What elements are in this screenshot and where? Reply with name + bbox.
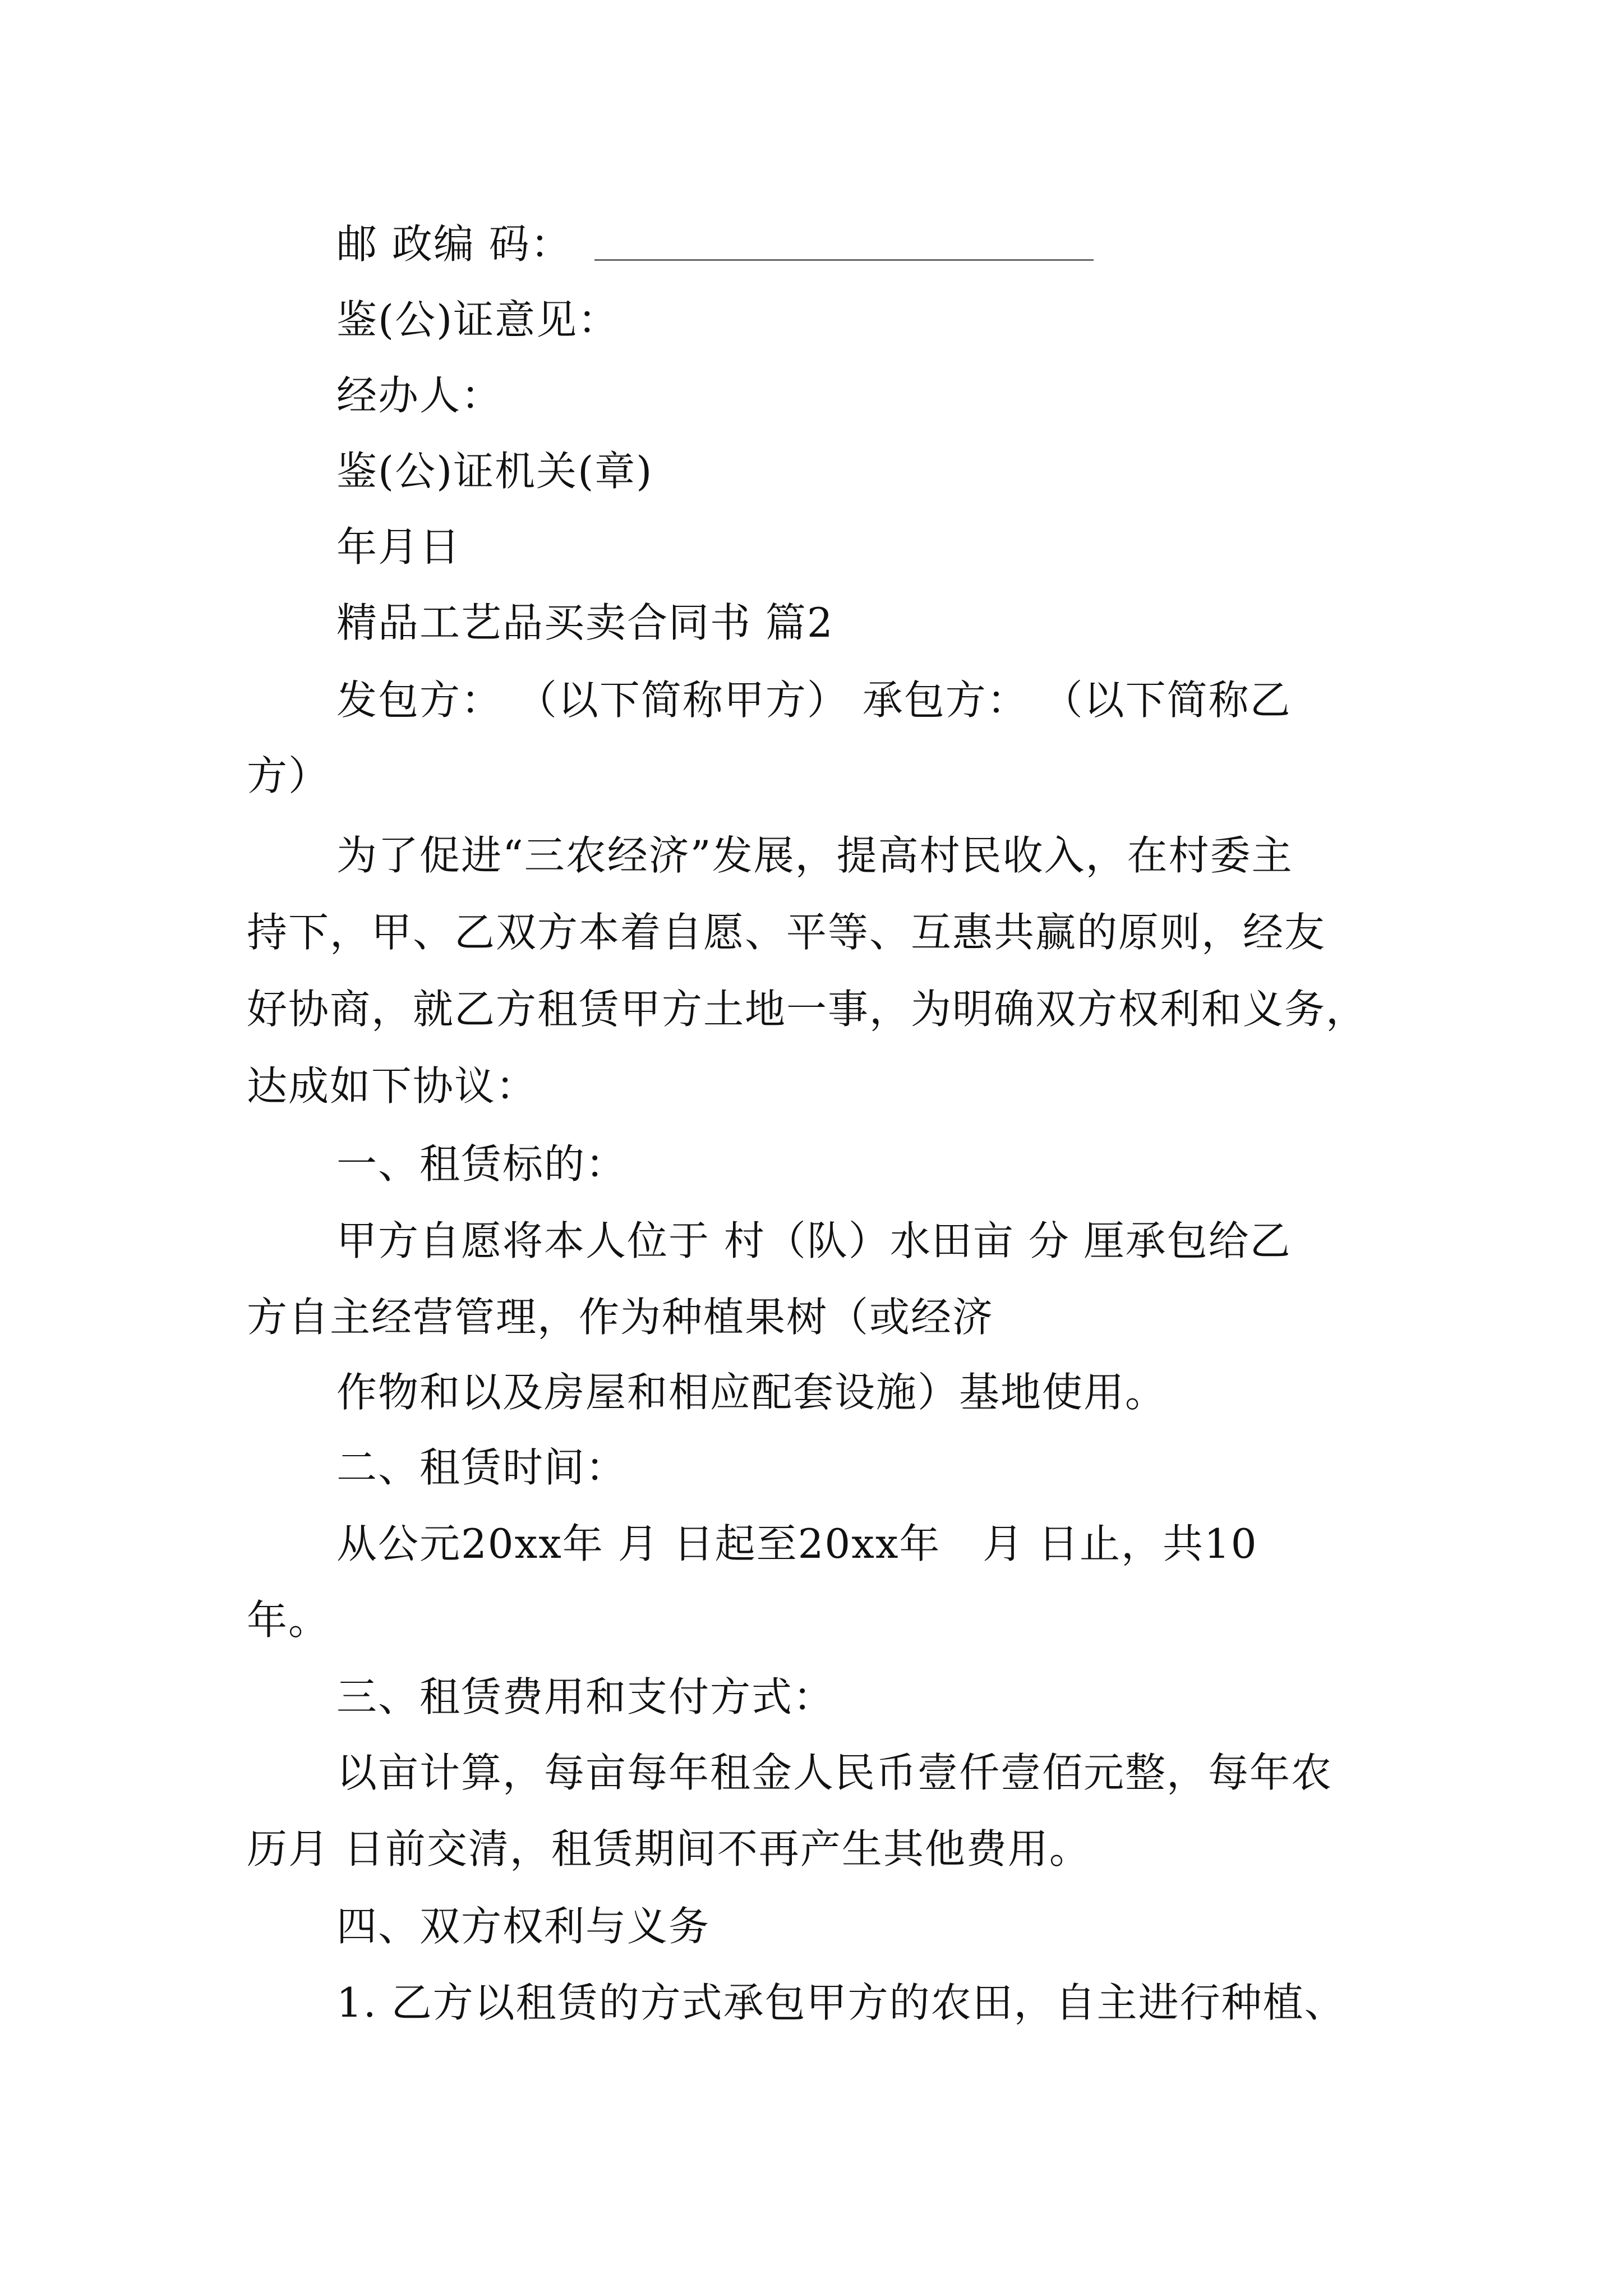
rights-item-1: 1. 乙方以租赁的方式承包甲方的农田，自主进行种植、 — [336, 1979, 1346, 2026]
parties-line: 发包方： （以下简称甲方） 承包方： （以下简称乙 — [336, 677, 1292, 724]
preamble-line-1: 为了促进“三农经济”发展，提高村民收入，在村委主 — [336, 832, 1293, 879]
lease-fee-line-1: 以亩计算，每亩每年租金人民币壹仟壹佰元整，每年农 — [336, 1749, 1333, 1796]
postal-code-blank-line — [594, 259, 1094, 261]
lease-subject-line-2: 方自主经营管理，作为种植果树（或经济 — [247, 1294, 994, 1341]
parties-line-cont: 方） — [247, 752, 330, 799]
notary-office-seal-label: 鉴(公)证机关(章) — [336, 448, 653, 495]
preamble-line-3: 好协商，就乙方租赁甲方土地一事，为明确双方权利和义务， — [247, 986, 1368, 1033]
lease-fee-line-2: 历月 日前交清，租赁期间不再产生其他费用。 — [247, 1825, 1091, 1872]
lease-term-line-2: 年。 — [247, 1596, 330, 1644]
heading-lease-term: 二、租赁时间： — [336, 1444, 628, 1491]
preamble-line-2: 持下，甲、乙双方本着自愿、平等、互惠共赢的原则，经友 — [247, 909, 1326, 956]
lease-subject-line-3: 作物和以及房屋和相应配套设施）基地使用。 — [336, 1369, 1167, 1416]
preamble-line-4: 达成如下协议： — [247, 1062, 538, 1110]
heading-lease-fee: 三、租赁费用和支付方式： — [336, 1673, 835, 1720]
section-title: 精品工艺品买卖合同书 篇2 — [336, 599, 834, 646]
lease-term-line-1: 从公元20xx年 月 日起至20xx年 月 日止，共10 — [336, 1520, 1258, 1567]
heading-rights-obligations: 四、双方权利与义务 — [336, 1903, 711, 1950]
postal-code-label: 邮 政编 码： — [336, 220, 572, 268]
heading-lease-subject: 一、租赁标的： — [336, 1140, 628, 1188]
date-label: 年月日 — [336, 523, 462, 570]
handler-label: 经办人： — [336, 372, 503, 419]
lease-subject-line-1: 甲方自愿将本人位于 村（队）水田亩 分 厘承包给乙 — [336, 1217, 1292, 1264]
notarization-opinion-label: 鉴(公)证意见： — [336, 296, 620, 343]
